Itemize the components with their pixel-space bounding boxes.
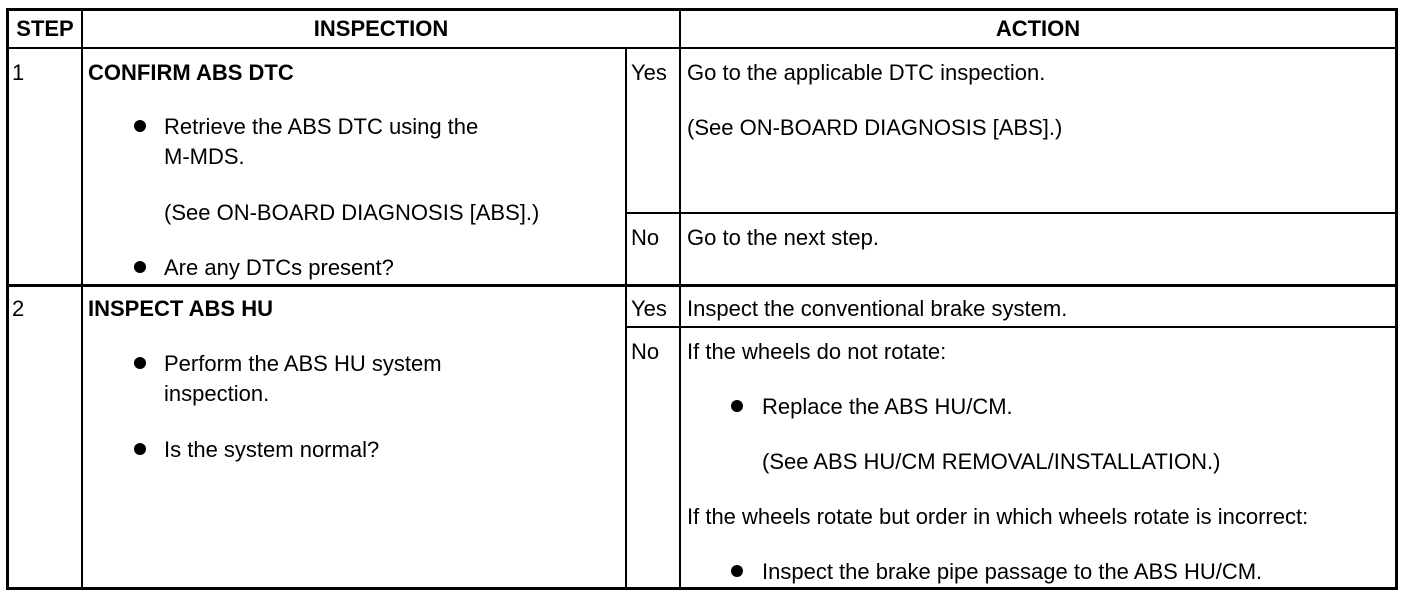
yes-action-note: (See ON-BOARD DIAGNOSIS [ABS].)	[687, 115, 1063, 140]
inspection-reference-note: (See ON-BOARD DIAGNOSIS [ABS].)	[164, 200, 540, 225]
col-divider-inspection	[625, 47, 627, 590]
header-divider	[6, 47, 1398, 49]
inspection-bullet-text-cont: inspection.	[164, 381, 270, 406]
no-label: No	[631, 339, 660, 364]
no-action-text: Go to the next step.	[687, 225, 880, 250]
bullet-icon	[731, 565, 743, 577]
no-label: No	[631, 225, 660, 250]
no-condition-text: If the wheels do not rotate:	[687, 339, 947, 364]
header-step: STEP	[16, 16, 74, 41]
bullet-icon	[134, 261, 146, 273]
table-border-left	[6, 8, 9, 590]
table-border-bottom	[6, 587, 1398, 590]
yes-action-text: Go to the applicable DTC inspection.	[687, 60, 1046, 85]
col-divider-step	[81, 8, 83, 590]
bullet-icon	[134, 120, 146, 132]
inspection-bullet-text: Retrieve the ABS DTC using the	[164, 114, 479, 139]
step-number: 1	[12, 60, 25, 85]
inspection-title: INSPECT ABS HU	[88, 296, 273, 321]
no-action-bullet-text: Replace the ABS HU/CM.	[762, 394, 1013, 419]
no-action-reference-note: (See ABS HU/CM REMOVAL/INSTALLATION.)	[762, 449, 1221, 474]
step-number: 2	[12, 296, 25, 321]
inspection-bullet-text: Perform the ABS HU system	[164, 351, 442, 376]
inspection-bullet-text-cont: M-MDS.	[164, 144, 245, 169]
col-divider-action	[679, 8, 681, 590]
header-inspection: INSPECTION	[313, 16, 449, 41]
yes-label: Yes	[631, 296, 667, 321]
yes-action-text: Inspect the conventional brake system.	[687, 296, 1068, 321]
row1-yes-no-divider	[625, 212, 1398, 214]
yes-label: Yes	[631, 60, 667, 85]
row2-yes-no-divider	[625, 326, 1398, 328]
table-border-top	[6, 8, 1398, 11]
inspection-bullet-text: Is the system normal?	[164, 437, 380, 462]
no-action-bullet-text: Inspect the brake pipe passage to the ABS HU/CM.	[762, 559, 1263, 584]
header-action: ACTION	[995, 16, 1081, 41]
bullet-icon	[134, 357, 146, 369]
inspection-title: CONFIRM ABS DTC	[88, 60, 294, 85]
no-condition-text: If the wheels rotate but order in which wheels rotate is incorrect:	[687, 504, 1309, 529]
bullet-icon	[134, 443, 146, 455]
bullet-icon	[731, 400, 743, 412]
row-divider	[6, 284, 1398, 287]
inspection-bullet-text: Are any DTCs present?	[164, 255, 394, 280]
table-border-right	[1395, 8, 1398, 590]
